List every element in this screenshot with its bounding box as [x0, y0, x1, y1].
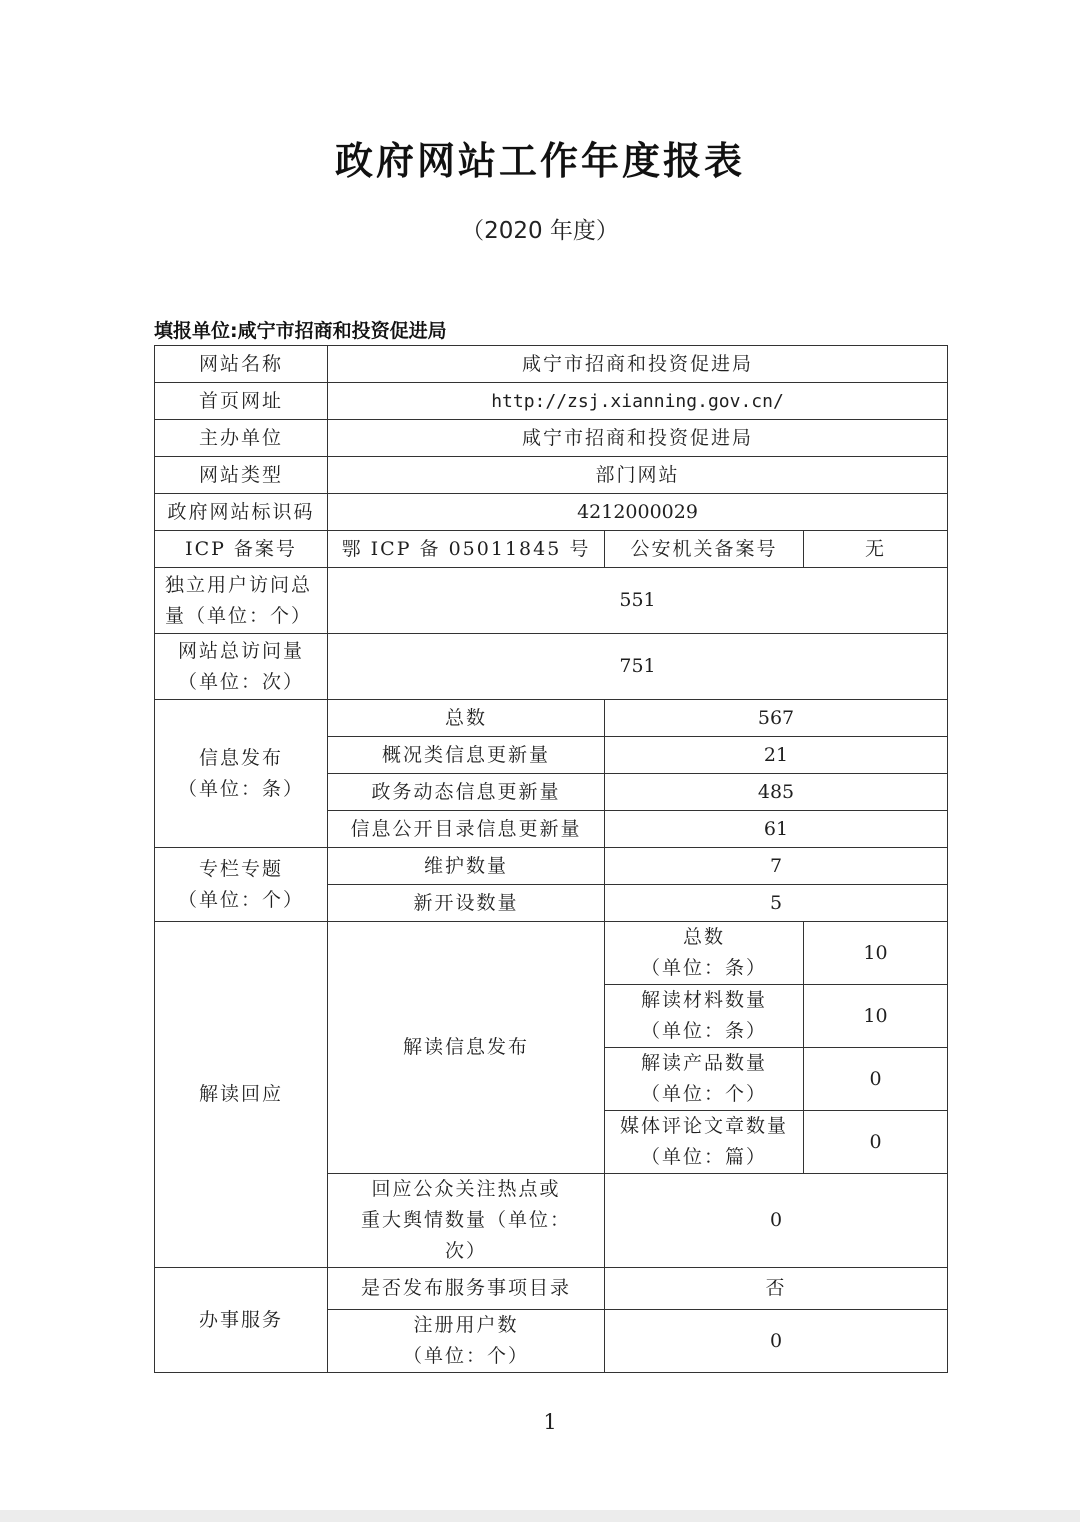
- info-total-value: 567: [605, 700, 948, 737]
- response-label-line: 回应公众关注热点或: [371, 1178, 561, 1200]
- total-visits-label-line: （单位：次）: [177, 670, 304, 693]
- info-disclosure-value: 61: [605, 811, 948, 848]
- columns-maintained-label: 维护数量: [328, 848, 605, 885]
- interp-media-label: [605, 1111, 804, 1174]
- site-name-value: 咸宁市招商和投资促进局: [328, 346, 948, 383]
- homepage-value: [328, 383, 948, 420]
- total-visits-label-line: 网站总访问量: [177, 639, 304, 662]
- interp-products-label-line: （单位：个）: [640, 1083, 767, 1105]
- interp-total-label-line: 总数: [682, 926, 725, 948]
- icp-value: 鄂 ICP 备 05011845 号: [328, 531, 605, 568]
- response-label: [328, 1174, 605, 1268]
- sponsor-label: 主办单位: [155, 420, 328, 457]
- filing-unit: 填报单位:咸宁市招商和投资促进局: [154, 320, 447, 342]
- interp-products-label-line: 解读产品数量: [640, 1052, 767, 1074]
- registered-users-label-line: （单位：个）: [402, 1345, 529, 1367]
- table-row: [155, 848, 948, 885]
- columns-label: [155, 848, 328, 922]
- interp-total-value: 10: [804, 922, 948, 985]
- homepage-url: http://zsj.xianning.gov.cn/: [491, 390, 784, 412]
- site-code-label: 政府网站标识码: [155, 494, 328, 531]
- sponsor-value: 咸宁市招商和投资促进局: [328, 420, 948, 457]
- info-release-label-line: （单位：条）: [177, 777, 304, 800]
- interp-media-label-line: 媒体评论文章数量: [619, 1115, 788, 1137]
- columns-maintained-value: 7: [605, 848, 948, 885]
- site-code-value: 4212000029: [328, 494, 948, 531]
- page-number: 1: [543, 1410, 557, 1434]
- site-type-label: 网站类型: [155, 457, 328, 494]
- icp-label: ICP 备案号: [155, 531, 328, 568]
- report-title: 政府网站工作年度报表: [334, 139, 745, 183]
- unique-visitors-value: 551: [328, 568, 948, 634]
- interp-materials-value: 10: [804, 985, 948, 1048]
- unique-visitors-label-line: 量（单位：个）: [165, 604, 313, 627]
- info-disclosure-label: 信息公开目录信息更新量: [328, 811, 605, 848]
- registered-users-label-line: 注册用户数: [413, 1314, 519, 1336]
- registered-users-label: [328, 1310, 605, 1373]
- table-row: [155, 346, 948, 383]
- columns-new-label: 新开设数量: [328, 885, 605, 922]
- response-value: 0: [605, 1174, 948, 1268]
- info-release-label-line: 信息发布: [198, 746, 283, 769]
- table-row: [155, 531, 948, 568]
- homepage-label: 首页网址: [155, 383, 328, 420]
- site-type-value: 部门网站: [328, 457, 948, 494]
- interp-materials-label-line: （单位：条）: [640, 1020, 767, 1042]
- interp-products-label: [605, 1048, 804, 1111]
- report-table: [154, 345, 948, 1373]
- interp-materials-label-line: 解读材料数量: [640, 989, 767, 1011]
- interp-total-label: [605, 922, 804, 985]
- registered-users-value: 0: [605, 1310, 948, 1373]
- police-record-value: 无: [804, 531, 948, 568]
- interp-media-label-line: （单位：篇）: [640, 1146, 767, 1168]
- unique-visitors-label-line: 独立用户访问总: [165, 573, 313, 596]
- table-row: [155, 383, 948, 420]
- interp-products-value: 0: [804, 1048, 948, 1111]
- columns-label-line: 专栏专题: [198, 857, 283, 880]
- bottom-edge: [0, 1510, 1080, 1522]
- columns-label-line: （单位：个）: [177, 888, 304, 911]
- table-row: [155, 1268, 948, 1310]
- info-total-label: 总数: [328, 700, 605, 737]
- total-visits-label: [155, 634, 328, 700]
- response-label-line: 重大舆情数量（单位：: [360, 1209, 571, 1231]
- info-overview-value: 21: [605, 737, 948, 774]
- interp-total-label-line: （单位：条）: [640, 957, 767, 979]
- interp-media-value: 0: [804, 1111, 948, 1174]
- site-name-label: 网站名称: [155, 346, 328, 383]
- table-row: [155, 457, 948, 494]
- table-row: [155, 700, 948, 737]
- interp-materials-label: [605, 985, 804, 1048]
- table-row: [155, 922, 948, 985]
- columns-new-value: 5: [605, 885, 948, 922]
- info-overview-label: 概况类信息更新量: [328, 737, 605, 774]
- info-release-label: [155, 700, 328, 848]
- police-record-label: 公安机关备案号: [605, 531, 804, 568]
- info-news-label: 政务动态信息更新量: [328, 774, 605, 811]
- unique-visitors-label: [155, 568, 328, 634]
- report-year: （2020 年度）: [461, 218, 619, 244]
- interpretation-release-label: 解读信息发布: [328, 922, 605, 1174]
- info-news-value: 485: [605, 774, 948, 811]
- services-label: 办事服务: [155, 1268, 328, 1373]
- table-row: [155, 568, 948, 634]
- service-catalog-value: 否: [605, 1268, 948, 1310]
- service-catalog-label: 是否发布服务事项目录: [328, 1268, 605, 1310]
- total-visits-value: 751: [328, 634, 948, 700]
- table-row: [155, 420, 948, 457]
- table-row: [155, 634, 948, 700]
- interpretation-label: 解读回应: [155, 922, 328, 1268]
- table-row: [155, 494, 948, 531]
- response-label-line: 次）: [444, 1240, 487, 1262]
